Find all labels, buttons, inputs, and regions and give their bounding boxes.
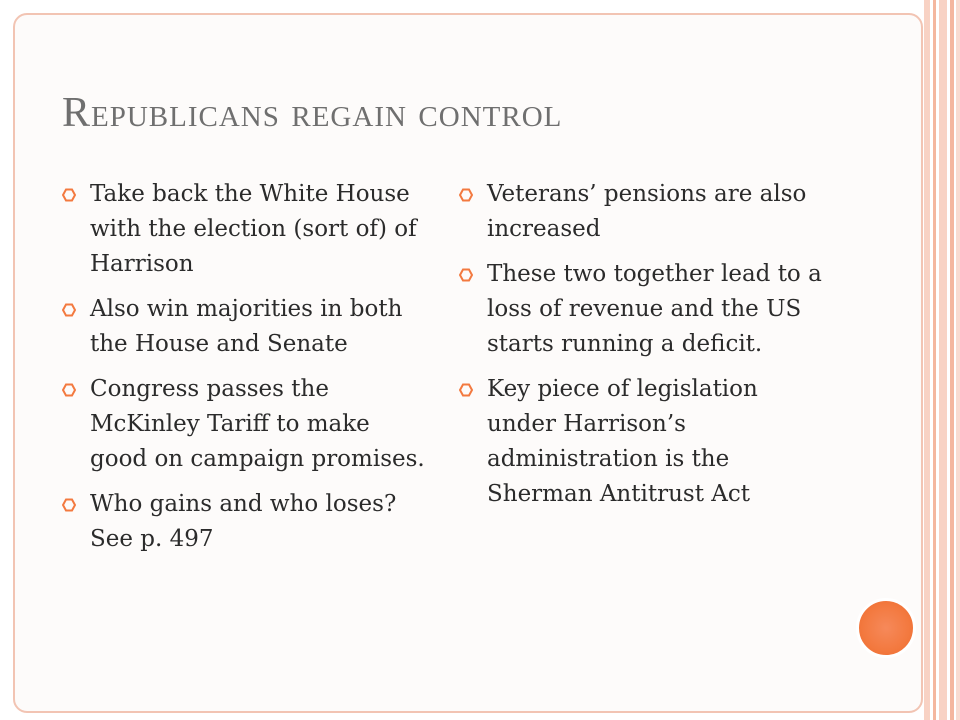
decorative-stripes [924,0,960,720]
right-bullet-list [459,177,829,522]
bullet-text: Who gains and who loses? See p. 497 [90,491,397,552]
hexagon-bullet-icon [62,303,76,317]
orange-circle-icon [856,598,916,658]
hexagon-bullet-icon [62,498,76,512]
bullet-text: Also win majorities in both the House and Senate [90,296,403,357]
slide-title: Republicans regain control [62,90,563,136]
bullet-item [62,372,432,477]
bullet-text: Take back the White House with the election (sort of) of Harrison [90,181,417,277]
bullet-text: These two together lead to a loss of revenue and the US starts running a deficit. [487,261,822,357]
bullet-item [62,487,432,557]
hexagon-bullet-icon [459,383,473,397]
bullet-text: Veterans’ pensions are also increased [487,181,807,242]
bullet-item [62,177,432,282]
hexagon-bullet-icon [459,188,473,202]
bullet-text: Congress passes the McKinley Tariff to make good on campaign promises. [90,376,425,472]
bullet-text: Key piece of legislation under Harrison’s administration is the Sherman Antitrust Act [487,376,758,507]
left-bullet-list [62,177,432,567]
hexagon-bullet-icon [62,188,76,202]
hexagon-bullet-icon [459,268,473,282]
hexagon-bullet-icon [62,383,76,397]
bullet-item [459,372,829,512]
bullet-item [459,177,829,247]
bullet-item [459,257,829,362]
bullet-item [62,292,432,362]
